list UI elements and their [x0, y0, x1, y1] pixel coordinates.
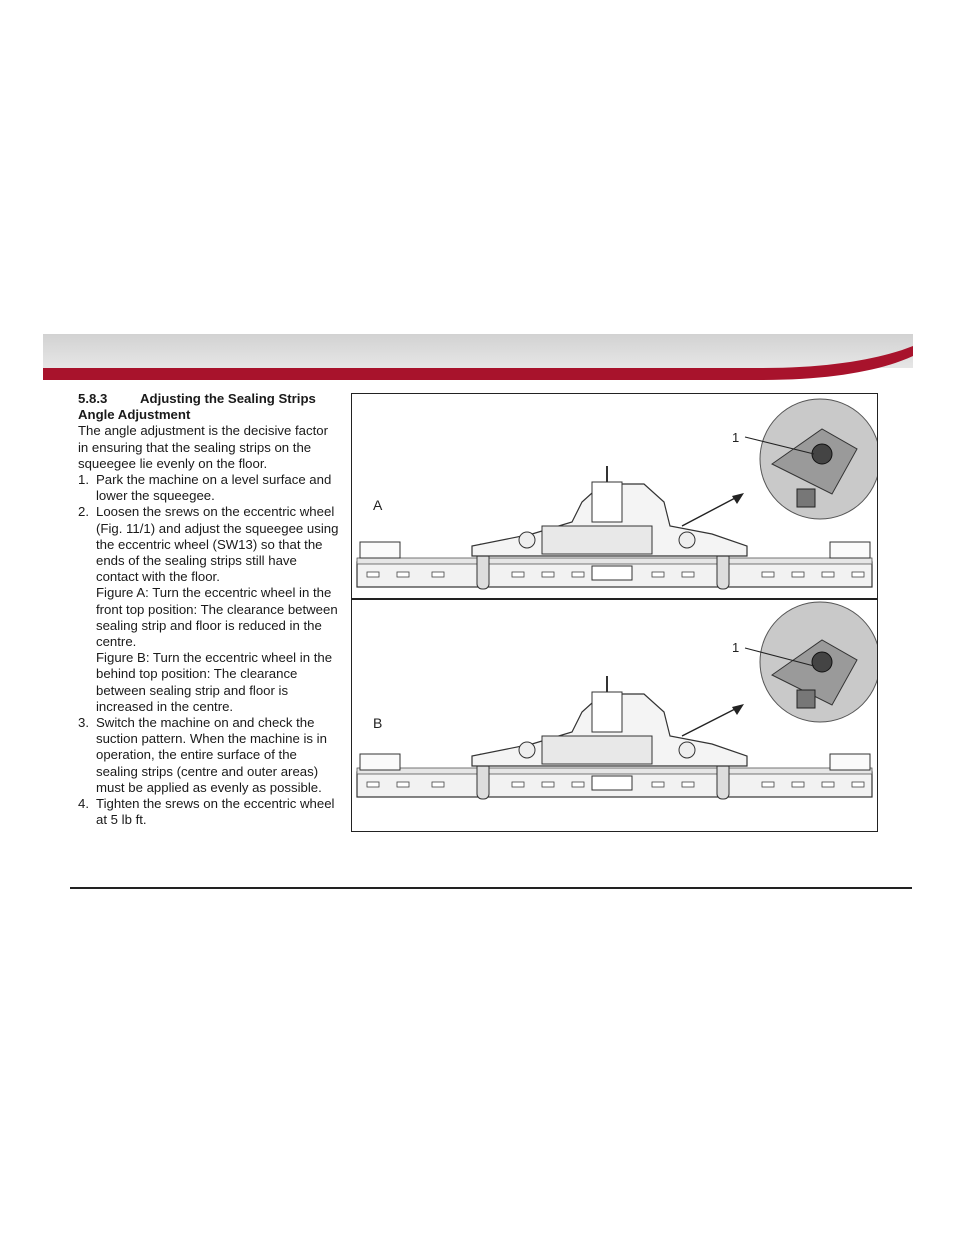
step-item — [78, 504, 340, 715]
step-item — [78, 796, 340, 828]
step-number: 3. — [78, 715, 89, 731]
squeegee-illustration-b — [352, 600, 877, 804]
callout-number-b: 1 — [732, 640, 740, 655]
footer-rule — [70, 887, 912, 889]
header-band — [43, 334, 913, 380]
figure-panel-a — [352, 394, 877, 598]
section-subtitle: Angle Adjustment — [78, 407, 191, 423]
step-item — [78, 715, 340, 796]
step-number: 1. — [78, 472, 89, 488]
section-title: Adjusting the Sealing Strips — [140, 391, 316, 406]
section-number: 5.8.3 — [78, 391, 108, 406]
section-heading — [78, 391, 340, 407]
step-text: Park the machine on a level surface and lower the squeegee. — [96, 472, 332, 504]
panel-b-label: B — [373, 715, 383, 731]
step-text: Tighten the srews on the eccentric wheel at 5 lb ft. — [96, 796, 335, 828]
panel-a-label: A — [373, 497, 383, 513]
step-item — [78, 472, 340, 504]
step-number: 2. — [78, 504, 89, 520]
intro-paragraph: The angle adjustment is the decisive factor in ensuring that the sealing strips on the squeegee lie evenly on the floor. — [78, 423, 328, 471]
step-note-figure-b: Figure B: Turn the eccentric wheel in the behind top position: The clearance between sealing strip and floor is increased in the centre. — [96, 650, 333, 714]
figure-panel-b — [352, 600, 877, 804]
steps-list — [78, 472, 340, 828]
step-note-figure-a: Figure A: Turn the eccentric wheel in the front top position: The clearance between sealing strip and floor is reduced in the centre. — [96, 585, 338, 650]
callout-number-a: 1 — [732, 430, 740, 445]
step-number: 4. — [78, 796, 89, 812]
squeegee-illustration-a — [352, 394, 877, 598]
figure-squeegee-adjustment — [351, 393, 878, 832]
step-text: Switch the machine on and check the suction pattern. When the machine is in operation, the entire surface of the sealing strips (centre and outer areas) must be applied as evenly as possible. — [96, 715, 327, 795]
instructions-column — [78, 391, 340, 828]
step-text: Loosen the srews on the eccentric wheel (Fig. 11/1) and adjust the squeegee using the eccentric wheel (SW13) so that the ends of the sealing strips still have contact with the floor. — [96, 504, 339, 585]
